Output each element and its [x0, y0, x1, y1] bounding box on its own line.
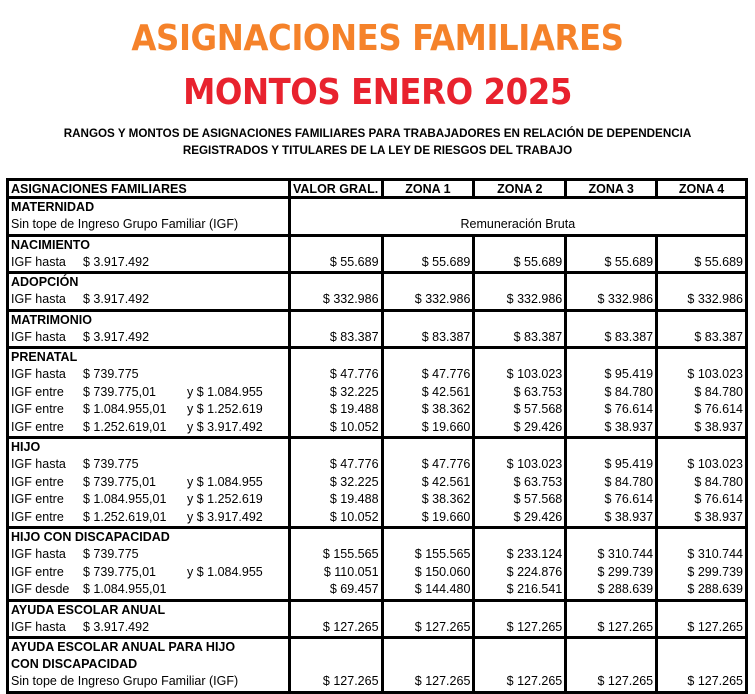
col-header-zona-4: ZONA 4: [657, 180, 747, 198]
amount-value: $ 47.776: [421, 367, 471, 381]
amount-value: $ 84.780: [604, 474, 654, 489]
amount-value: $ 19.660: [421, 419, 471, 434]
range-from: $ 3.917.492: [83, 292, 150, 306]
income-range: [11, 564, 286, 582]
range-from: $ 739.775: [83, 547, 139, 561]
amount-value: $ 288.639: [687, 582, 743, 596]
range-to: y $ 3.917.492: [187, 509, 263, 524]
amount-cell-zona-1: [382, 235, 474, 273]
range-type: IGF entre: [11, 509, 64, 524]
amount-cell-zona-4: [657, 638, 747, 693]
section-ayuda-escolar-anual: [8, 600, 747, 638]
income-condition: Sin tope de Ingreso Grupo Familiar (IGF): [11, 217, 239, 231]
amount-cell-zona-4: [657, 348, 747, 438]
amount-cell-zona-2: [474, 273, 566, 311]
category-title: HIJO CON DISCAPACIDAD: [11, 530, 170, 544]
table-body: [8, 198, 747, 693]
amount-value: $ 103.023: [687, 457, 743, 471]
income-range: [11, 474, 286, 492]
range-to: y $ 3.917.492: [187, 419, 263, 434]
range-from: $ 739.775,01: [83, 474, 156, 489]
income-range: [11, 581, 286, 599]
section-label-cell: [8, 438, 290, 528]
amount-cell-valor-gral: [289, 438, 382, 528]
amount-value: $ 144.480: [414, 582, 471, 596]
amount-cell-zona-1: [382, 310, 474, 348]
amount-value: $ 95.419: [604, 367, 654, 381]
amount-value: $ 10.052: [329, 419, 379, 434]
section-nacimiento: [8, 235, 747, 273]
amount-cell-valor-gral: [289, 638, 382, 693]
section-ayuda-escolar-anual-para-hijo: [8, 638, 747, 693]
section-label-cell: [8, 638, 290, 693]
amount-value: $ 55.689: [694, 254, 743, 269]
amount-cell-zona-4: [657, 310, 747, 348]
section-label-cell: [8, 348, 290, 438]
col-header-zona-2: ZONA 2: [474, 180, 566, 198]
amount-value: $ 47.776: [329, 367, 379, 381]
section-label-cell: [8, 235, 290, 273]
amount-cell-valor-gral: [289, 235, 382, 273]
category-title: PRENATAL: [11, 350, 78, 364]
category-title: AYUDA ESCOLAR ANUAL PARA HIJO: [11, 640, 236, 654]
amount-value: $ 19.488: [329, 492, 379, 506]
amount-value: $ 233.124: [506, 547, 563, 561]
amount-value: $ 10.052: [329, 509, 379, 524]
amount-value: $ 288.639: [597, 582, 654, 596]
income-range: [11, 456, 286, 474]
amount-value: $ 127.265: [506, 674, 563, 688]
income-range: [11, 366, 286, 384]
category-title-line-2: CON DISCAPACIDAD: [11, 657, 138, 671]
range-to: y $ 1.084.955: [187, 384, 263, 399]
amount-value: $ 299.739: [687, 564, 743, 579]
income-range: [11, 419, 286, 437]
amount-value: $ 63.753: [513, 474, 563, 489]
income-range: [11, 509, 286, 527]
range-from: $ 1.084.955,01: [83, 402, 167, 416]
amount-value: $ 83.387: [694, 329, 743, 344]
amount-cell-zona-2: [474, 310, 566, 348]
amount-value: $ 150.060: [414, 564, 471, 579]
amount-value: $ 55.689: [421, 254, 471, 269]
amount-cell-zona-4: [657, 235, 747, 273]
amount-value: $ 38.362: [421, 402, 471, 416]
amount-value: $ 38.937: [604, 419, 654, 434]
range-from: $ 739.775: [83, 457, 139, 471]
range-from: $ 739.775: [83, 367, 139, 381]
income-range: [11, 546, 286, 564]
amount-value: $ 55.689: [604, 254, 654, 269]
range-from: $ 1.252.619,01: [83, 509, 167, 524]
amount-value: $ 103.023: [506, 367, 563, 381]
amount-cell-zona-3: [566, 638, 657, 693]
amount-value: $ 38.937: [694, 419, 743, 434]
amount-value: $ 47.776: [329, 457, 379, 471]
amount-cell-zona-2: [474, 528, 566, 601]
amount-cell-zona-1: [382, 348, 474, 438]
amount-value: $ 127.265: [414, 674, 471, 688]
income-range: [11, 491, 286, 509]
amount-cell-zona-3: [566, 310, 657, 348]
section-adopcion: [8, 273, 747, 311]
range-type: IGF entre: [11, 474, 64, 489]
amount-value: $ 76.614: [694, 492, 743, 506]
amount-value: $ 76.614: [694, 402, 743, 416]
range-type: IGF entre: [11, 492, 64, 506]
section-hijo-con-discapacidad: [8, 528, 747, 601]
amount-value: $ 155.565: [414, 547, 471, 561]
category-title: MATRIMONIO: [11, 312, 93, 327]
remuneracion-bruta-text: Remuneración Bruta: [460, 217, 576, 231]
amount-cell-zona-1: [382, 438, 474, 528]
range-type: IGF hasta: [11, 254, 66, 269]
amount-value: $ 84.780: [694, 474, 743, 489]
amount-value: $ 127.265: [414, 619, 471, 634]
amount-cell-zona-1: [382, 600, 474, 638]
section-label-cell: [8, 198, 290, 236]
amount-value: $ 110.051: [323, 564, 379, 579]
amount-value: $ 332.986: [414, 292, 471, 306]
amount-cell-zona-3: [566, 348, 657, 438]
amount-cell-zona-4: [657, 600, 747, 638]
amount-cell-valor-gral: [289, 310, 382, 348]
amount-cell-zona-1: [382, 273, 474, 311]
range-type: IGF entre: [11, 384, 64, 399]
col-header-valor-gral: VALOR GRAL.: [289, 180, 382, 198]
amount-value: $ 332.986: [597, 292, 654, 306]
category-title: MATERNIDAD: [11, 200, 95, 214]
col-header-zona-3: ZONA 3: [566, 180, 657, 198]
table-header-row: [8, 180, 747, 198]
income-range: [11, 291, 286, 309]
range-type: IGF hasta: [11, 547, 66, 561]
income-range: [11, 329, 286, 347]
col-header-asignaciones: ASIGNACIONES FAMILIARES: [8, 180, 290, 198]
range-type: IGF hasta: [11, 292, 66, 306]
amount-value: $ 127.265: [322, 674, 379, 688]
amount-value: $ 299.739: [597, 564, 654, 579]
section-matrimonio: [8, 310, 747, 348]
amount-value: $ 29.426: [513, 509, 563, 524]
amount-cell-zona-3: [566, 528, 657, 601]
category-title: AYUDA ESCOLAR ANUAL: [11, 602, 166, 617]
amount-cell-valor-gral: [289, 528, 382, 601]
section-label-cell: [8, 310, 290, 348]
range-type: IGF entre: [11, 419, 64, 434]
section-label-cell: [8, 528, 290, 601]
amount-value: $ 127.265: [597, 674, 654, 688]
range-to: y $ 1.084.955: [187, 474, 263, 489]
range-to: y $ 1.084.955: [187, 564, 263, 579]
amount-value: $ 83.387: [604, 329, 654, 344]
amount-value: $ 42.561: [421, 474, 471, 489]
amount-cell-valor-gral: [289, 348, 382, 438]
amount-value: $ 19.660: [421, 509, 471, 524]
amount-cell-zona-1: [382, 528, 474, 601]
amount-value: $ 95.419: [604, 457, 654, 471]
amount-cell-zona-3: [566, 273, 657, 311]
col-header-zona-1: ZONA 1: [382, 180, 474, 198]
amount-value: $ 32.225: [329, 474, 379, 489]
amount-value: $ 332.986: [322, 292, 379, 306]
amount-value: $ 55.689: [329, 254, 379, 269]
section-maternidad: [8, 198, 747, 236]
amount-value: $ 310.744: [597, 547, 654, 561]
range-from: $ 739.775,01: [83, 564, 156, 579]
amount-value: $ 155.565: [322, 547, 379, 561]
amount-value: $ 127.265: [687, 619, 743, 634]
amount-cell-zona-4: [657, 273, 747, 311]
amount-cell-zona-2: [474, 600, 566, 638]
amount-value: $ 29.426: [513, 419, 563, 434]
subtitle: [11, 125, 743, 159]
amount-value: $ 19.488: [329, 402, 379, 416]
section-label-cell: [8, 273, 290, 311]
income-range: [11, 384, 286, 402]
amount-value: $ 84.780: [694, 384, 743, 399]
section-label-cell: [8, 600, 290, 638]
amount-value: $ 103.023: [687, 367, 743, 381]
category-title: ADOPCIÓN: [11, 275, 79, 289]
amount-value: $ 38.937: [604, 509, 654, 524]
amount-cell-valor-gral: [289, 273, 382, 311]
subtitle-line-2: REGISTRADOS Y TITULARES DE LA LEY DE RIESGOS DEL TRABAJO: [182, 143, 573, 157]
range-type: IGF hasta: [11, 329, 66, 344]
amount-value: $ 47.776: [421, 457, 471, 471]
amount-value: $ 76.614: [604, 402, 654, 416]
amount-cell-zona-3: [566, 600, 657, 638]
range-type: IGF hasta: [11, 619, 66, 634]
amount-value: $ 57.568: [513, 402, 563, 416]
amount-value: $ 57.568: [513, 492, 563, 506]
amount-cell-zona-2: [474, 438, 566, 528]
range-from: $ 3.917.492: [83, 254, 150, 269]
amount-value: $ 42.561: [421, 384, 471, 399]
amount-value: $ 127.265: [322, 619, 379, 634]
category-title: HIJO: [11, 440, 41, 454]
subtitle-line-1: RANGOS Y MONTOS DE ASIGNACIONES FAMILIARES PARA TRABAJADORES EN RELACIÓN DE DEPENDENCIA: [63, 126, 692, 140]
amount-cell-valor-gral: [289, 600, 382, 638]
amount-value: $ 224.876: [506, 564, 563, 579]
income-condition: Sin tope de Ingreso Grupo Familiar (IGF): [11, 674, 239, 688]
amount-cell-zona-1: [382, 638, 474, 693]
amount-cell-zona-3: [566, 438, 657, 528]
amount-value: $ 127.265: [687, 674, 743, 688]
amount-value: $ 83.387: [329, 329, 379, 344]
range-from: $ 3.917.492: [83, 329, 150, 344]
amount-value: $ 69.457: [329, 582, 379, 596]
amount-cell-zona-2: [474, 348, 566, 438]
range-type: IGF desde: [11, 582, 70, 596]
range-from: $ 739.775,01: [83, 384, 156, 399]
amount-value: $ 83.387: [513, 329, 563, 344]
asignaciones-table: [6, 178, 748, 694]
amount-value: $ 76.614: [604, 492, 654, 506]
range-from: $ 1.252.619,01: [83, 419, 167, 434]
amount-value: $ 63.753: [513, 384, 563, 399]
remuneracion-bruta-cell: [289, 198, 746, 236]
category-title: NACIMIENTO: [11, 237, 90, 252]
amount-value: $ 38.937: [694, 509, 743, 524]
range-type: IGF entre: [11, 402, 64, 416]
amount-value: $ 332.986: [687, 292, 743, 306]
section-hijo: [8, 438, 747, 528]
amount-value: $ 32.225: [329, 384, 379, 399]
range-to: y $ 1.252.619: [187, 402, 263, 416]
range-from: $ 1.084.955,01: [83, 492, 167, 506]
income-range: [11, 619, 286, 637]
amount-value: $ 83.387: [421, 329, 471, 344]
amount-cell-zona-2: [474, 235, 566, 273]
amount-cell-zona-3: [566, 235, 657, 273]
range-from: $ 3.917.492: [83, 619, 150, 634]
amount-value: $ 55.689: [513, 254, 563, 269]
amount-value: $ 310.744: [687, 547, 743, 561]
amount-cell-zona-2: [474, 638, 566, 693]
title-asignaciones-familiares: ASIGNACIONES FAMILIARES: [131, 18, 624, 59]
range-type: IGF hasta: [11, 457, 66, 471]
range-type: IGF hasta: [11, 367, 66, 381]
amount-value: $ 127.265: [597, 619, 654, 634]
amount-cell-zona-4: [657, 528, 747, 601]
amount-value: $ 38.362: [421, 492, 471, 506]
amount-value: $ 84.780: [604, 384, 654, 399]
range-type: IGF entre: [11, 564, 64, 579]
amount-value: $ 103.023: [506, 457, 563, 471]
amount-cell-zona-4: [657, 438, 747, 528]
section-prenatal: [8, 348, 747, 438]
amount-value: $ 216.541: [506, 582, 563, 596]
amount-value: $ 127.265: [506, 619, 563, 634]
income-range: [11, 254, 286, 272]
income-range: [11, 401, 286, 419]
amount-value: $ 332.986: [506, 292, 563, 306]
title-montos-enero: MONTOS ENERO 2025: [183, 72, 572, 113]
range-to: y $ 1.252.619: [187, 492, 263, 506]
range-from: $ 1.084.955,01: [83, 582, 167, 596]
